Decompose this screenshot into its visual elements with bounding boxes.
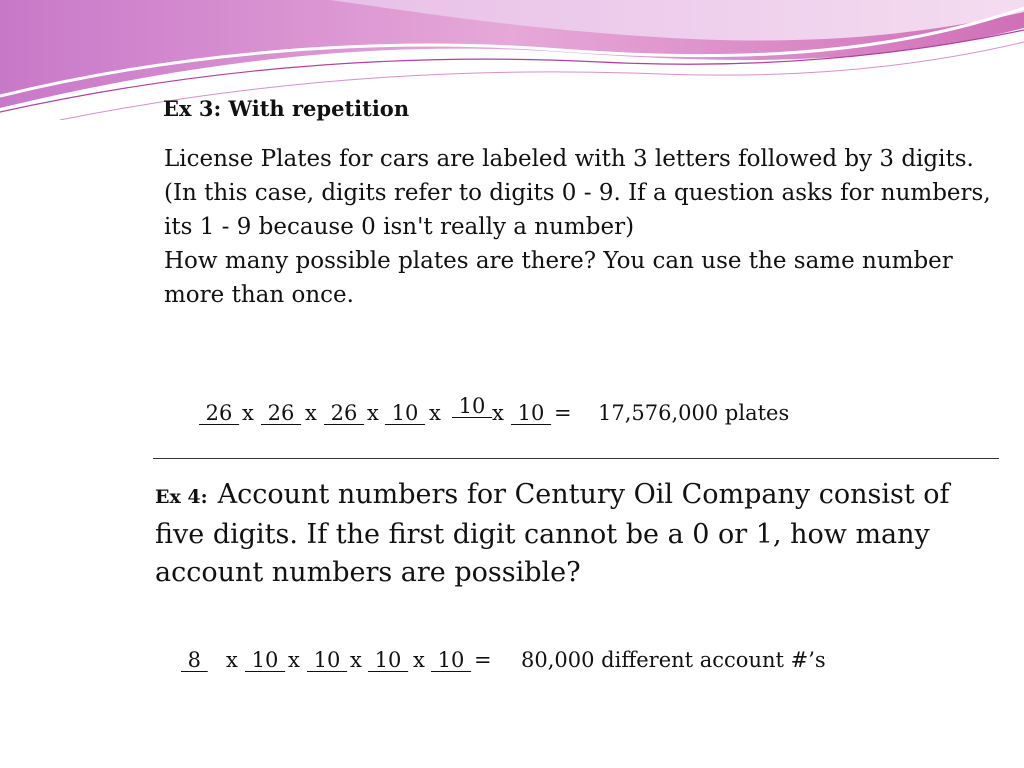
ex4-line: five digits. If the first digit cannot be a 0 or 1, how many	[155, 519, 930, 550]
header-wave-decoration	[0, 0, 1024, 120]
ex3-line: more than once.	[164, 282, 354, 308]
ex4-factor-3: 10	[307, 648, 348, 672]
ex4-line: account numbers are possible?	[155, 557, 581, 588]
ex3-factor-4: 10	[385, 401, 426, 425]
ex4-title: Ex 4:	[155, 486, 208, 508]
times-sign: x	[367, 401, 379, 425]
ex3-factor-1: 26	[199, 401, 240, 425]
ex4-line: Account numbers for Century Oil Company consist of	[217, 479, 950, 510]
equals-sign: =	[554, 401, 572, 425]
ex3-line: (In this case, digits refer to digits 0 - 9. If a question asks for numbers,	[164, 180, 991, 206]
times-sign: x	[305, 401, 317, 425]
ex3-problem-text	[164, 142, 991, 312]
ex4-factor-4: 10	[368, 648, 409, 672]
ex3-title: Ex 3: With repetition	[163, 96, 410, 121]
ex3-line: License Plates for cars are labeled with 3 letters followed by 3 digits.	[164, 146, 974, 172]
times-sign: x	[413, 648, 425, 672]
ex3-line: How many possible plates are there? You can use the same number	[164, 248, 953, 274]
section-divider	[153, 458, 999, 459]
times-sign: x	[429, 401, 441, 425]
ex3-factor-3: 26	[324, 401, 365, 425]
ex4-factor-2: 10	[245, 648, 286, 672]
ex4-factor-5: 10	[431, 648, 472, 672]
ex3-factor-6: 10	[511, 401, 552, 425]
ex3-factor-2: 26	[261, 401, 302, 425]
ex3-line: its 1 - 9 because 0 isn't really a number)	[164, 214, 635, 240]
times-sign: x	[350, 648, 362, 672]
ex3-result: 17,576,000 plates	[598, 401, 790, 425]
times-sign: x	[492, 401, 504, 425]
times-sign: x	[288, 648, 300, 672]
ex4-factor-1: 8	[181, 648, 208, 672]
ex3-factor-5: 10	[452, 394, 493, 418]
times-sign: x	[242, 401, 254, 425]
times-sign: x	[226, 648, 238, 672]
ex4-problem-text	[155, 476, 950, 592]
ex4-result: 80,000 different account #’s	[521, 648, 826, 672]
equals-sign: =	[474, 648, 492, 672]
